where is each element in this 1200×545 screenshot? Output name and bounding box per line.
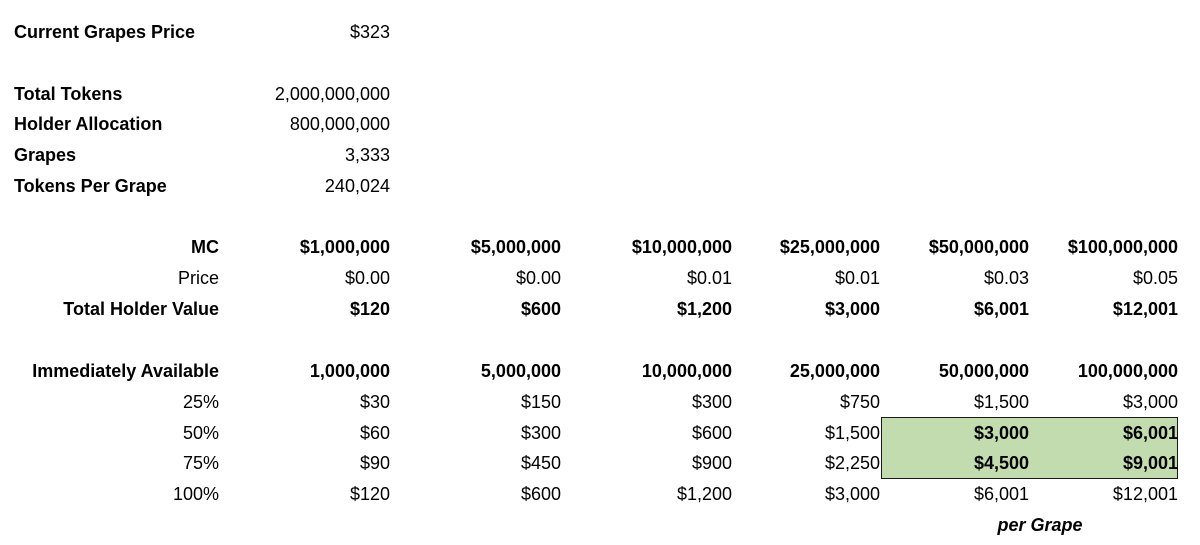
total-holder-value-cell: $12,001 (1112, 299, 1178, 319)
pct-label: 75% (182, 453, 219, 473)
avail-cell: $300 (520, 423, 561, 443)
avail-cell: $6,001 (973, 484, 1029, 504)
avail-cell: $1,200 (676, 484, 732, 504)
current-price-value: $323 (349, 22, 390, 42)
avail-cell: $1,500 (824, 423, 880, 443)
avail-cell-highlighted: $9,001 (1122, 453, 1178, 473)
avail-header-cell: 25,000,000 (789, 361, 880, 381)
current-price-label: Current Grapes Price (14, 22, 196, 42)
avail-cell: $750 (839, 392, 880, 412)
avail-cell: $90 (359, 453, 390, 473)
avail-cell: $2,250 (824, 453, 880, 473)
mc-cell: $5,000,000 (470, 237, 561, 257)
mc-cell: $10,000,000 (631, 237, 732, 257)
immediately-available-label: Immediately Available (32, 361, 219, 381)
per-grape-footnote: per Grape (997, 515, 1083, 535)
avail-header-cell: 5,000,000 (480, 361, 561, 381)
avail-cell: $450 (520, 453, 561, 473)
price-cell: $0.01 (834, 268, 880, 288)
avail-header-cell: 1,000,000 (309, 361, 390, 381)
price-cell: $0.05 (1132, 268, 1178, 288)
avail-cell: $900 (691, 453, 732, 473)
avail-cell: $300 (691, 392, 732, 412)
price-cell: $0.03 (983, 268, 1029, 288)
mc-label: MC (191, 237, 219, 257)
total-holder-value-cell: $600 (520, 299, 561, 319)
price-cell: $0.00 (515, 268, 561, 288)
holder-allocation-value: 800,000,000 (289, 114, 390, 134)
total-tokens-label: Total Tokens (14, 84, 123, 104)
avail-cell: $150 (520, 392, 561, 412)
total-holder-value-label: Total Holder Value (63, 299, 219, 319)
avail-cell: $1,500 (973, 392, 1029, 412)
mc-cell: $1,000,000 (299, 237, 390, 257)
avail-cell: $30 (359, 392, 390, 412)
price-cell: $0.01 (686, 268, 732, 288)
pct-label: 25% (182, 392, 219, 412)
avail-header-cell: 100,000,000 (1077, 361, 1178, 381)
grapes-value: 3,333 (344, 145, 390, 165)
total-tokens-value: 2,000,000,000 (274, 84, 390, 104)
avail-cell-highlighted: $3,000 (973, 423, 1029, 443)
pct-label: 50% (182, 423, 219, 443)
mc-cell: $25,000,000 (779, 237, 880, 257)
avail-cell: $120 (349, 484, 390, 504)
price-label: Price (177, 268, 219, 288)
avail-cell-highlighted: $6,001 (1122, 423, 1178, 443)
avail-cell: $3,000 (1122, 392, 1178, 412)
mc-cell: $100,000,000 (1067, 237, 1178, 257)
avail-cell: $12,001 (1112, 484, 1178, 504)
avail-header-cell: 50,000,000 (938, 361, 1029, 381)
price-cell: $0.00 (344, 268, 390, 288)
avail-cell: $60 (359, 423, 390, 443)
total-holder-value-cell: $3,000 (824, 299, 880, 319)
mc-cell: $50,000,000 (928, 237, 1029, 257)
total-holder-value-cell: $6,001 (973, 299, 1029, 319)
avail-cell: $600 (691, 423, 732, 443)
tokens-per-grape-label: Tokens Per Grape (14, 176, 167, 196)
holder-allocation-label: Holder Allocation (14, 114, 163, 134)
pct-label: 100% (172, 484, 219, 504)
avail-cell-highlighted: $4,500 (973, 453, 1029, 473)
avail-cell: $3,000 (824, 484, 880, 504)
grapes-label: Grapes (14, 145, 77, 165)
total-holder-value-cell: $120 (349, 299, 390, 319)
total-holder-value-cell: $1,200 (676, 299, 732, 319)
avail-cell: $600 (520, 484, 561, 504)
tokens-per-grape-value: 240,024 (324, 176, 390, 196)
avail-header-cell: 10,000,000 (641, 361, 732, 381)
